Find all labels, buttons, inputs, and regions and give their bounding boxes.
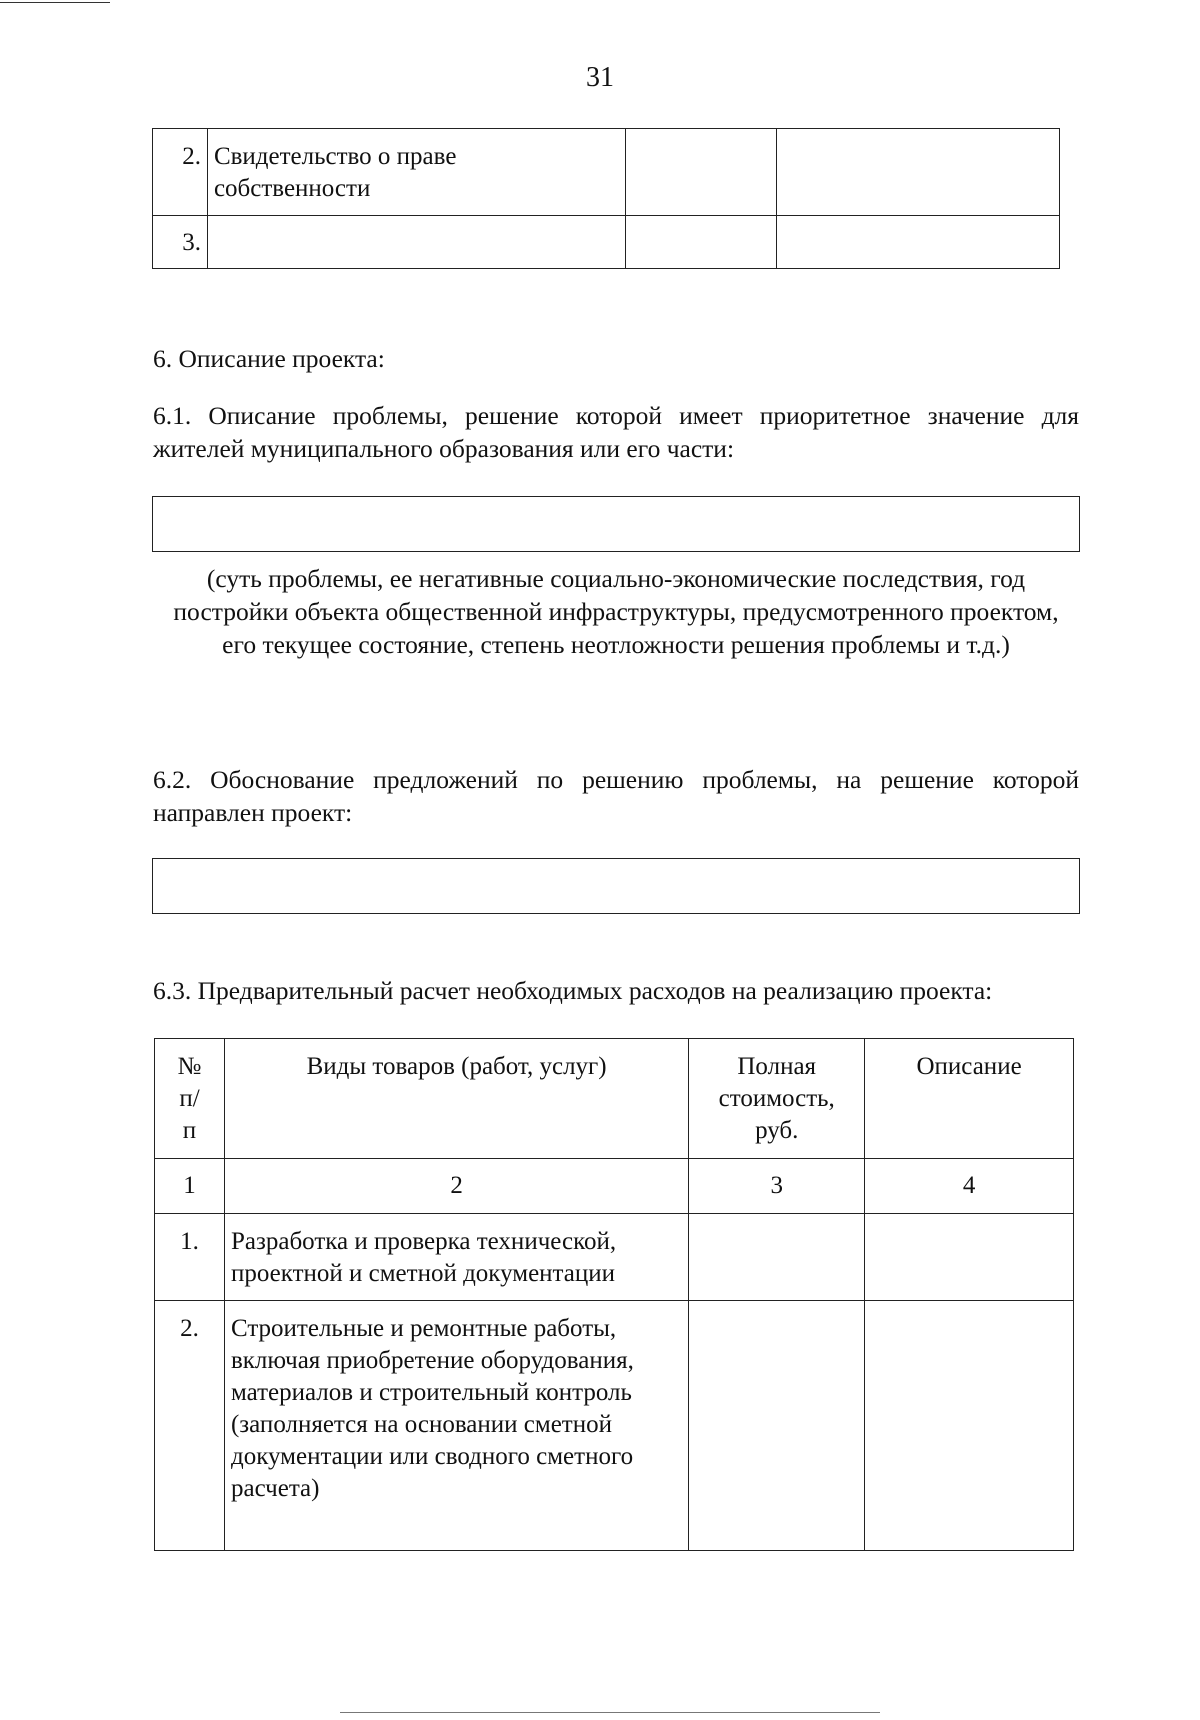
table-row (153, 216, 1060, 269)
header-num: № п/п (155, 1039, 225, 1159)
header-cost: Полная стоимость, руб. (689, 1039, 865, 1159)
document-name[interactable] (207, 216, 625, 269)
scan-mark-bottom (340, 1712, 880, 1713)
cell[interactable] (777, 129, 1060, 216)
table-header-row (155, 1039, 1074, 1159)
problem-description-field[interactable] (152, 496, 1080, 552)
goods-name: Строительные и ремонтные работы, включая приобретение оборудования, материалов и строительный контроль (заполняется на основании сметной документации или сводного сметного расчета) (224, 1301, 688, 1551)
table-row (155, 1214, 1074, 1301)
column-number: 3 (689, 1159, 865, 1214)
table-row (155, 1301, 1074, 1551)
cell[interactable] (777, 216, 1060, 269)
goods-name: Разработка и проверка технической, проектной и сметной документации (224, 1214, 688, 1301)
cost-cell[interactable] (689, 1214, 865, 1301)
documents-table (152, 128, 1060, 269)
scan-mark-top (0, 2, 110, 3)
proposal-justification-field[interactable] (152, 858, 1080, 914)
row-number: 2. (153, 129, 208, 216)
row-number: 2. (155, 1301, 225, 1551)
page-number: 31 (586, 62, 614, 93)
column-number: 2 (224, 1159, 688, 1214)
expenses-table (154, 1038, 1074, 1551)
section-6-1-text: 6.1. Описание проблемы, решение которой имеет приоритетное значение для жителей муниципального образования или его части: (153, 401, 1079, 463)
cost-cell[interactable] (689, 1301, 865, 1551)
row-number: 3. (153, 216, 208, 269)
description-cell[interactable] (865, 1301, 1074, 1551)
problem-description-hint: (суть проблемы, ее негативные социально-экономические последствия, год постройки объекта общественной инфраструктуры, предусмотренного проектом, его текущее состояние, степень неотложности решения проблемы и т.д.) (173, 564, 1059, 659)
section-heading: 6. Описание проекта: (153, 344, 385, 373)
header-description: Описание (865, 1039, 1074, 1159)
document-name: Свидетельство о праве собственности (207, 129, 625, 216)
column-number: 4 (865, 1159, 1074, 1214)
cell[interactable] (625, 129, 777, 216)
cell[interactable] (625, 216, 777, 269)
section-6-3-text: 6.3. Предварительный расчет необходимых расходов на реализацию проекта: (153, 976, 993, 1005)
column-numbers-row (155, 1159, 1074, 1214)
column-number: 1 (155, 1159, 225, 1214)
section-6-2-text: 6.2. Обоснование предложений по решению проблемы, на решение которой направлен проект: (153, 765, 1079, 827)
description-cell[interactable] (865, 1214, 1074, 1301)
row-number: 1. (155, 1214, 225, 1301)
table-row (153, 129, 1060, 216)
header-goods: Виды товаров (работ, услуг) (224, 1039, 688, 1159)
